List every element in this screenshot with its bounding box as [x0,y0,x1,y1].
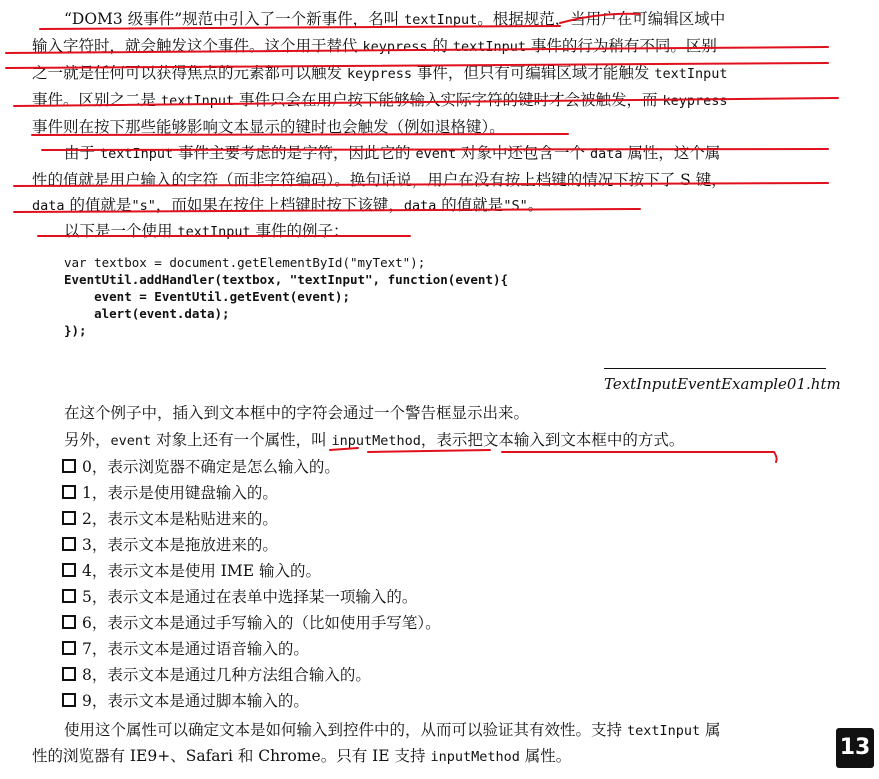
checkbox-bullet-icon [62,511,76,525]
code-keypress: keypress [346,66,412,82]
text: 。 [527,196,544,214]
text: 事件的例子： [250,222,349,240]
text: 属性。 [519,747,572,765]
text: 事件的行为稍有不同。区别 [525,37,717,55]
text: 事件主要考虑的是字符，因此它的 [173,144,416,162]
code-textinput: textInput [626,723,701,739]
code-event: event [415,146,457,162]
code-keypress: keypress [662,93,728,109]
text: 的值就是 [64,196,132,214]
code-keypress: keypress [362,39,428,55]
code-inputmethod: inputMethod [331,433,421,449]
text: 的值就是 [436,196,504,214]
page-number: 13 [836,728,874,768]
list-item-text: 1，表示是使用键盘输入的。 [82,484,278,502]
list-item [62,586,417,608]
example-caption: TextInputEventExample01.htm [604,368,826,393]
list-item-text: 2，表示文本是粘贴进来的。 [82,510,278,528]
checkbox-bullet-icon [62,693,76,707]
code-data: data [589,146,623,162]
code-data: data [32,198,65,214]
code-line: var textbox = document.getElementById("myText"); [64,255,426,270]
code-data: data [403,198,437,214]
red-underline-mark [774,452,777,462]
text: 事件则在按下那些能够影响文本显示的键时也会触发（例如退格键）。 [32,118,505,136]
text: 事件。区别之二是 [32,91,161,109]
para1-line2 [32,35,717,58]
code-s: "s" [131,198,156,214]
para2-line3 [32,194,543,217]
code-textinput: textInput [404,12,478,28]
text: 以下是一个使用 [64,222,178,240]
code-inputmethod: inputMethod [430,749,520,765]
list-item-text: 4，表示文本是使用 IME 输入的。 [82,562,322,580]
checkbox-bullet-icon [62,667,76,681]
list-item-text: 7，表示文本是通过语音输入的。 [82,640,309,658]
checkbox-bullet-icon [62,615,76,629]
text: 的 [427,37,453,55]
para5-line1 [64,719,721,742]
text: 事件只会在用户按下能够输入实际字符的键时才会被触发，而 [234,91,663,109]
list-item-text: 5，表示文本是通过在表单中选择某一项输入的。 [82,588,418,606]
list-item [62,534,278,556]
list-item-text: 9，表示文本是通过脚本输入的。 [82,692,309,710]
code-textinput: textInput [160,93,235,109]
para5-line2 [32,745,571,768]
code-line: }); [64,323,87,338]
text: 在这个例子中，插入到文本框中的字符会通过一个警告框显示出来。 [64,404,530,422]
code-line: EventUtil.addHandler(textbox, "textInput", function(event){ [64,272,509,287]
code-textinput: textInput [99,146,174,162]
checkbox-bullet-icon [62,589,76,603]
text: “DOM3 级事件”规范中引入了一个新事件，名叫 [64,10,405,28]
text: 事件，但只有可编辑区域才能触发 [411,64,655,82]
list-item [62,508,278,530]
text: 属性，这个属 [622,144,721,162]
list-item [62,482,278,504]
text: 输入字符时，就会触发这个事件。这个用于替代 [32,37,363,55]
para2-line2 [32,169,727,191]
list-item [62,690,309,712]
text: ，表示把文本输入到文本框中的方式。 [420,431,685,449]
text: 对象中还包含一个 [456,144,590,162]
text: 另外， [64,431,111,449]
text: 之一就是任何可以获得焦点的元素都可以触发 [32,64,347,82]
para1-line4 [32,89,727,112]
checkbox-bullet-icon [62,459,76,473]
text: 性的值就是用户输入的字符（而非字符编码）。换句话说，用户在没有按上档键的情况下按下了 S 键， [32,171,727,189]
list-item [62,638,309,660]
text: 。根据规范，当用户在可编辑区域中 [477,10,726,28]
para4 [64,429,684,452]
para2-line1 [64,142,720,165]
text: 性的浏览器有 IE9+、Safari 和 Chrome。只有 IE 支持 [32,747,431,765]
para3 [64,402,529,424]
example-intro [64,220,349,243]
code-textinput: textInput [452,39,526,55]
para1-line3 [32,62,727,85]
para1-line1 [64,8,725,31]
list-item-text: 0，表示浏览器不确定是怎么输入的。 [82,458,340,476]
checkbox-bullet-icon [62,563,76,577]
code-textinput: textInput [654,66,728,82]
list-item [62,664,371,686]
list-item-text: 6，表示文本是通过手写输入的（比如使用手写笔）。 [82,614,441,632]
text: ，而如果在按住上档键时按下该键， [155,196,404,214]
code-line: alert(event.data); [64,306,230,321]
code-S: "S" [503,198,528,214]
list-item-text: 8，表示文本是通过几种方法组合输入的。 [82,666,371,684]
list-item [62,612,441,634]
list-item [62,456,340,478]
text: 由于 [64,144,100,162]
checkbox-bullet-icon [62,641,76,655]
checkbox-bullet-icon [62,485,76,499]
para1-line5 [32,116,505,138]
list-item [62,560,321,582]
text: 对象上还有一个属性，叫 [151,431,332,449]
list-item-text: 3，表示文本是拖放进来的。 [82,536,278,554]
checkbox-bullet-icon [62,537,76,551]
text: 使用这个属性可以确定文本是如何输入到控件中的，从而可以验证其有效性。支持 [64,721,627,739]
code-event: event [110,433,152,449]
code-textinput: textInput [177,224,251,240]
code-line: event = EventUtil.getEvent(event); [64,289,350,304]
text: 属 [700,721,721,739]
code-block [64,254,508,339]
